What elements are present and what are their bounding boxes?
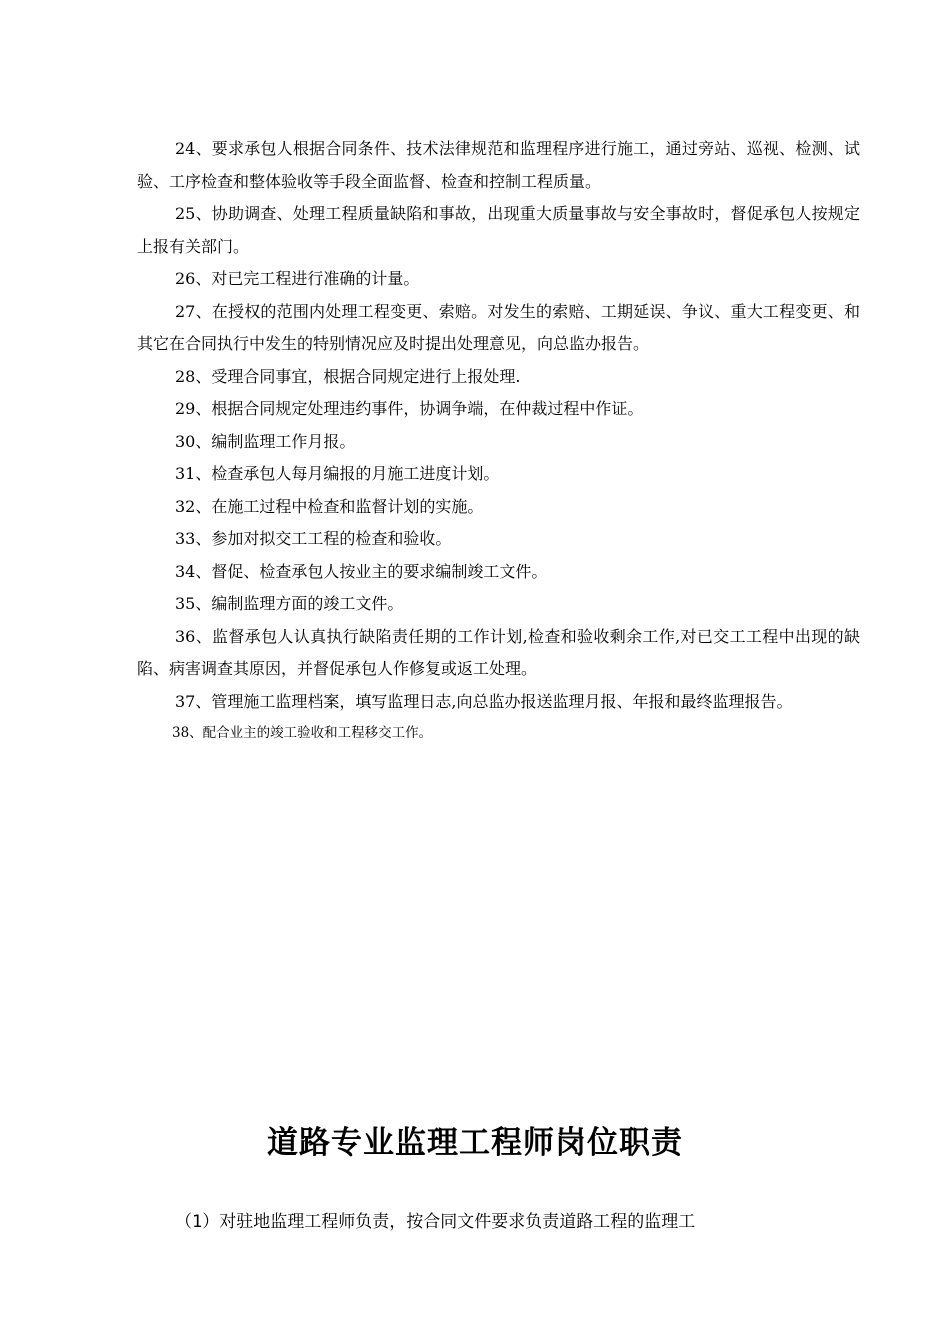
duty-item-35: 35、编制监理方面的竣工文件。 xyxy=(175,594,404,613)
section-title: 道路专业监理工程师岗位职责 xyxy=(267,1125,683,1161)
section-first-paragraph: （1）对驻地监理工程师负责，按合同文件要求负责道路工程的监理工 xyxy=(175,1212,696,1232)
duty-item-32: 32、在施工过程中检查和监督计划的实施。 xyxy=(175,496,484,516)
duty-item-37: 37、管理施工监理档案，填写监理日志,向总监办报送监理月报、年报和最终监理报告。 xyxy=(175,691,793,711)
duty-item-27: 27、在授权的范围内处理工程变更、索赔。对发生的索赔、工期延误、争议、重大工程变更、和其它在合同执行中发生的特别情况应及时提出处理意见，向总监办报告。 xyxy=(137,301,860,353)
duty-item-31: 31、检查承包人每月编报的月施工进度计划。 xyxy=(175,464,500,483)
duty-item-24: 24、要求承包人根据合同条件、技术法律规范和监理程序进行施工，通过旁站、巡视、检测、试验、工序检查和整体验收等手段全面监督、检查和控制工程质量。 xyxy=(137,139,860,191)
duty-item-29: 29、根据合同规定处理违约事件，协调争端，在仲裁过程中作证。 xyxy=(175,399,644,418)
duty-item-34: 34、督促、检查承包人按业主的要求编制竣工文件。 xyxy=(175,561,548,581)
duties-list xyxy=(137,133,860,748)
duty-item-33: 33、参加对拟交工工程的检查和验收。 xyxy=(175,529,452,548)
duty-item-28: 28、受理合同事宜，根据合同规定进行上报处理. xyxy=(175,366,521,386)
duty-item-26: 26、对已完工程进行准确的计量。 xyxy=(175,269,420,288)
duty-item-25: 25、协助调查、处理工程质量缺陷和事故，出现重大质量事故与安全事故时，督促承包人按规定上报有关部门。 xyxy=(137,204,860,256)
duty-item-38: 38、配合业主的竣工验收和工程移交工作。 xyxy=(172,725,433,741)
duty-item-36: 36、监督承包人认真执行缺陷责任期的工作计划,检查和验收剩余工作,对已交工工程中出现的缺陷、病害调查其原因，并督促承包人作修复或返工处理。 xyxy=(137,626,860,678)
duty-item-30: 30、编制监理工作月报。 xyxy=(175,431,356,451)
